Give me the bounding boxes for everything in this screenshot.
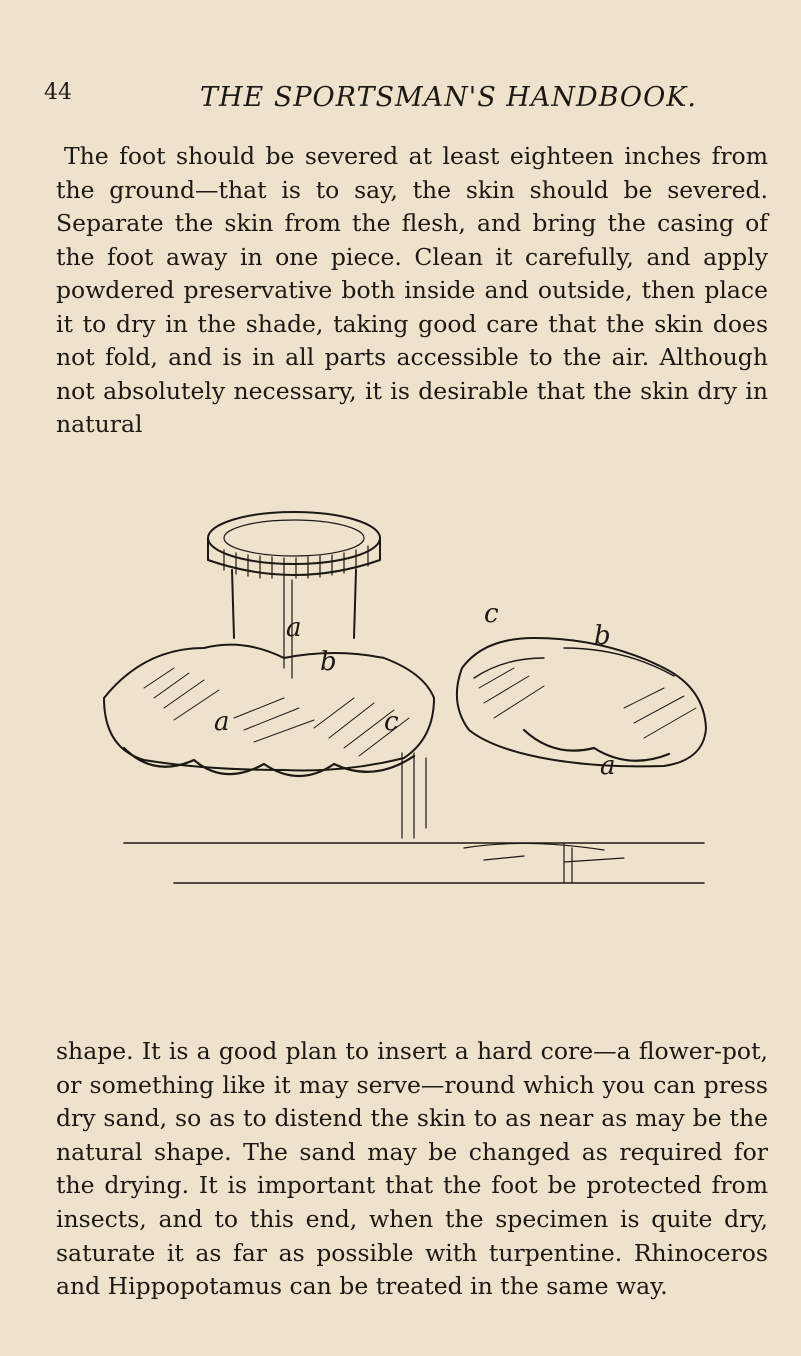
running-title: THE SPORTSMAN'S HANDBOOK. [200, 82, 697, 113]
toe-nails-right [524, 730, 669, 761]
foot-drying-engraving [84, 498, 724, 886]
label-left-c: c [384, 707, 399, 737]
label-left-a-lower: a [214, 707, 230, 737]
label-right-b: b [594, 621, 611, 651]
page-header [44, 80, 761, 120]
support-post [402, 753, 426, 838]
label-left-b: b [320, 647, 337, 677]
label-right-c: c [484, 599, 499, 629]
pot-rim-inner [224, 520, 364, 556]
label-right-a: a [600, 751, 616, 781]
foot-skin-right [457, 638, 706, 766]
toe-nails-left [124, 748, 414, 776]
paragraph-1: The foot should be severed at least eighteen inches from the ground—that is to say, the skin should be severed. Separate the skin from the flesh, and bring the casing of the foot away in one piece. Clean it carefully, and apply powdered preservative both inside and outside, then place it to dry in the shade, taking good care that the skin does not fold, and is in all parts accessible to the air. Although not absolutely necessary, it is desirable that the skin dry in natural [56, 142, 768, 438]
label-left-a-upper: a [286, 613, 302, 643]
page-number: 44 [44, 80, 72, 105]
illustration-foot-drying [84, 498, 724, 886]
paragraph-2: shape. It is a good plan to insert a hard core—a flower-pot, or something like it may serve—round which you can press dry sand, so as to distend the skin to as near as may be the natural shape. The sand may be changed as required for the drying. It is important that the foot be protected from insects, and to this end, when the specimen is quite dry, saturate it as far as possible with turpentine. Rhinoceros and Hippopotamus can be treated in the same way. [56, 1037, 768, 1301]
